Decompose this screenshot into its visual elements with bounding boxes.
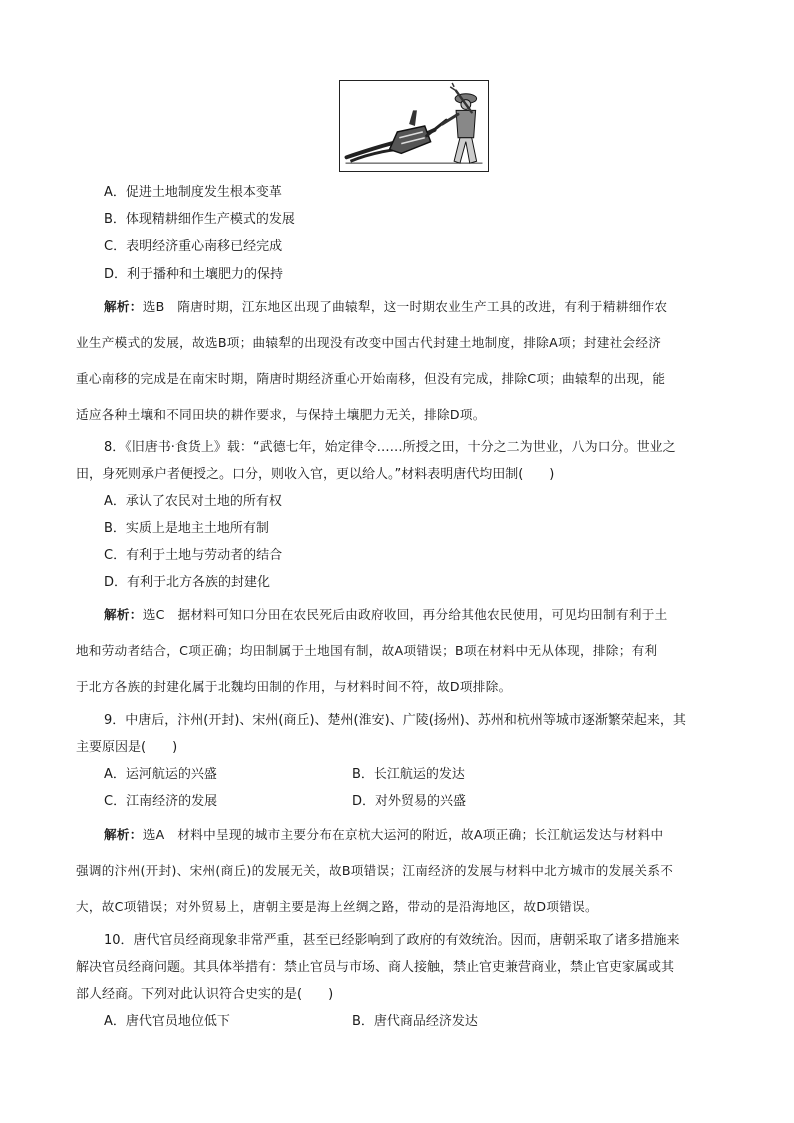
q9-option-d: D．对外贸易的兴盛 — [352, 794, 467, 809]
q7-option-a: A．促进土地制度发生根本变革 — [104, 185, 282, 200]
q9-option-c: C．江南经济的发展 — [104, 794, 218, 809]
analysis-label: 解析： — [104, 299, 143, 314]
q8-analysis-line-3: 于北方各族的封建化属于北魏均田制的作用，与材料时间不符，故D项排除。 — [76, 679, 512, 694]
analysis-label: 解析： — [104, 827, 143, 842]
q10-stem-line-3: 部人经商。下列对此认识符合史实的是( ) — [76, 987, 334, 1002]
q9-analysis-line-2: 强调的汴州(开封)、宋州(商丘)的发展无关，故B项错误；江南经济的发展与材料中北方城市的发展关系不 — [76, 863, 674, 878]
q8-option-b: B．实质上是地主土地所有制 — [104, 521, 269, 536]
q7-analysis-line-3: 重心南移的完成是在南宋时期，隋唐时期经济重心开始南移，但没有完成，排除C项；曲辕犁的出现，能 — [76, 371, 666, 386]
q7-analysis-line-4: 适应各种土壤和不同田块的耕作要求，与保持土壤肥力无关，排除D项。 — [76, 407, 486, 422]
q8-option-c: C．有利于土地与劳动者的结合 — [104, 548, 283, 563]
q10-stem-line-2: 解决官员经商问题。其具体举措有：禁止官员与市场、商人接触，禁止官吏兼营商业，禁止官吏家属或其 — [76, 960, 675, 975]
q9-stem-line-2: 主要原因是( ) — [76, 740, 178, 755]
q9-option-a: A．运河航运的兴盛 — [104, 767, 217, 782]
q8-analysis-line-1: 解析：选C 据材料可知口分田在农民死后由政府收回，再分给其他农民使用，可见均田制有利于土 — [104, 607, 668, 622]
q7-option-b: B．体现精耕细作生产模式的发展 — [104, 212, 295, 227]
q8-option-d: D．有利于北方各族的封建化 — [104, 575, 271, 590]
plowing-farmer-icon — [340, 81, 488, 171]
q10-stem-line-1: 10．唐代官员经商现象非常严重，甚至已经影响到了政府的有效统治。因而，唐朝采取了诸多措施来 — [104, 933, 680, 948]
q7-analysis-line-2: 业生产模式的发展，故选B项；曲辕犁的出现没有改变中国古代封建土地制度，排除A项；封建社会经济 — [76, 335, 662, 350]
q9-analysis-line-3: 大，故C项错误；对外贸易上，唐朝主要是海上丝绸之路，带动的是沿海地区，故D项错误。 — [76, 899, 598, 914]
q8-stem-line-1: 8．《旧唐书·食货上》载：“武德七年，始定律令……所授之田，十分之二为世业，八为口分。世业之 — [104, 440, 676, 455]
q9-stem-line-1: 9．中唐后，汴州(开封)、宋州(商丘)、楚州(淮安)、广陵(扬州)、苏州和杭州等城市逐渐繁荣起来，其 — [104, 713, 686, 728]
q9-analysis-line-1: 解析：选A 材料中呈现的城市主要分布在京杭大运河的附近，故A项正确；长江航运发达与材料中 — [104, 827, 664, 842]
q7-analysis-line-1: 解析：选B 隋唐时期，江东地区出现了曲辕犁，这一时期农业生产工具的改进，有利于精耕细作农 — [104, 299, 668, 314]
q10-option-a: A．唐代官员地位低下 — [104, 1014, 230, 1029]
q7-option-c: C．表明经济重心南移已经完成 — [104, 239, 283, 254]
q8-stem-line-2: 田，身死则承户者便授之。口分，则收入官，更以给人。”材料表明唐代均田制( ) — [76, 467, 555, 482]
analysis-label: 解析： — [104, 607, 143, 622]
plowing-illustration — [339, 80, 489, 172]
q10-option-b: B．唐代商品经济发达 — [352, 1014, 478, 1029]
q8-option-a: A．承认了农民对土地的所有权 — [104, 494, 282, 509]
q9-option-b: B．长江航运的发达 — [352, 767, 465, 782]
q8-analysis-line-2: 地和劳动者结合，C项正确；均田制属于土地国有制，故A项错误；B项在材料中无从体现，排除；有利 — [76, 643, 658, 658]
q7-option-d: D．利于播种和土壤肥力的保持 — [104, 267, 284, 282]
